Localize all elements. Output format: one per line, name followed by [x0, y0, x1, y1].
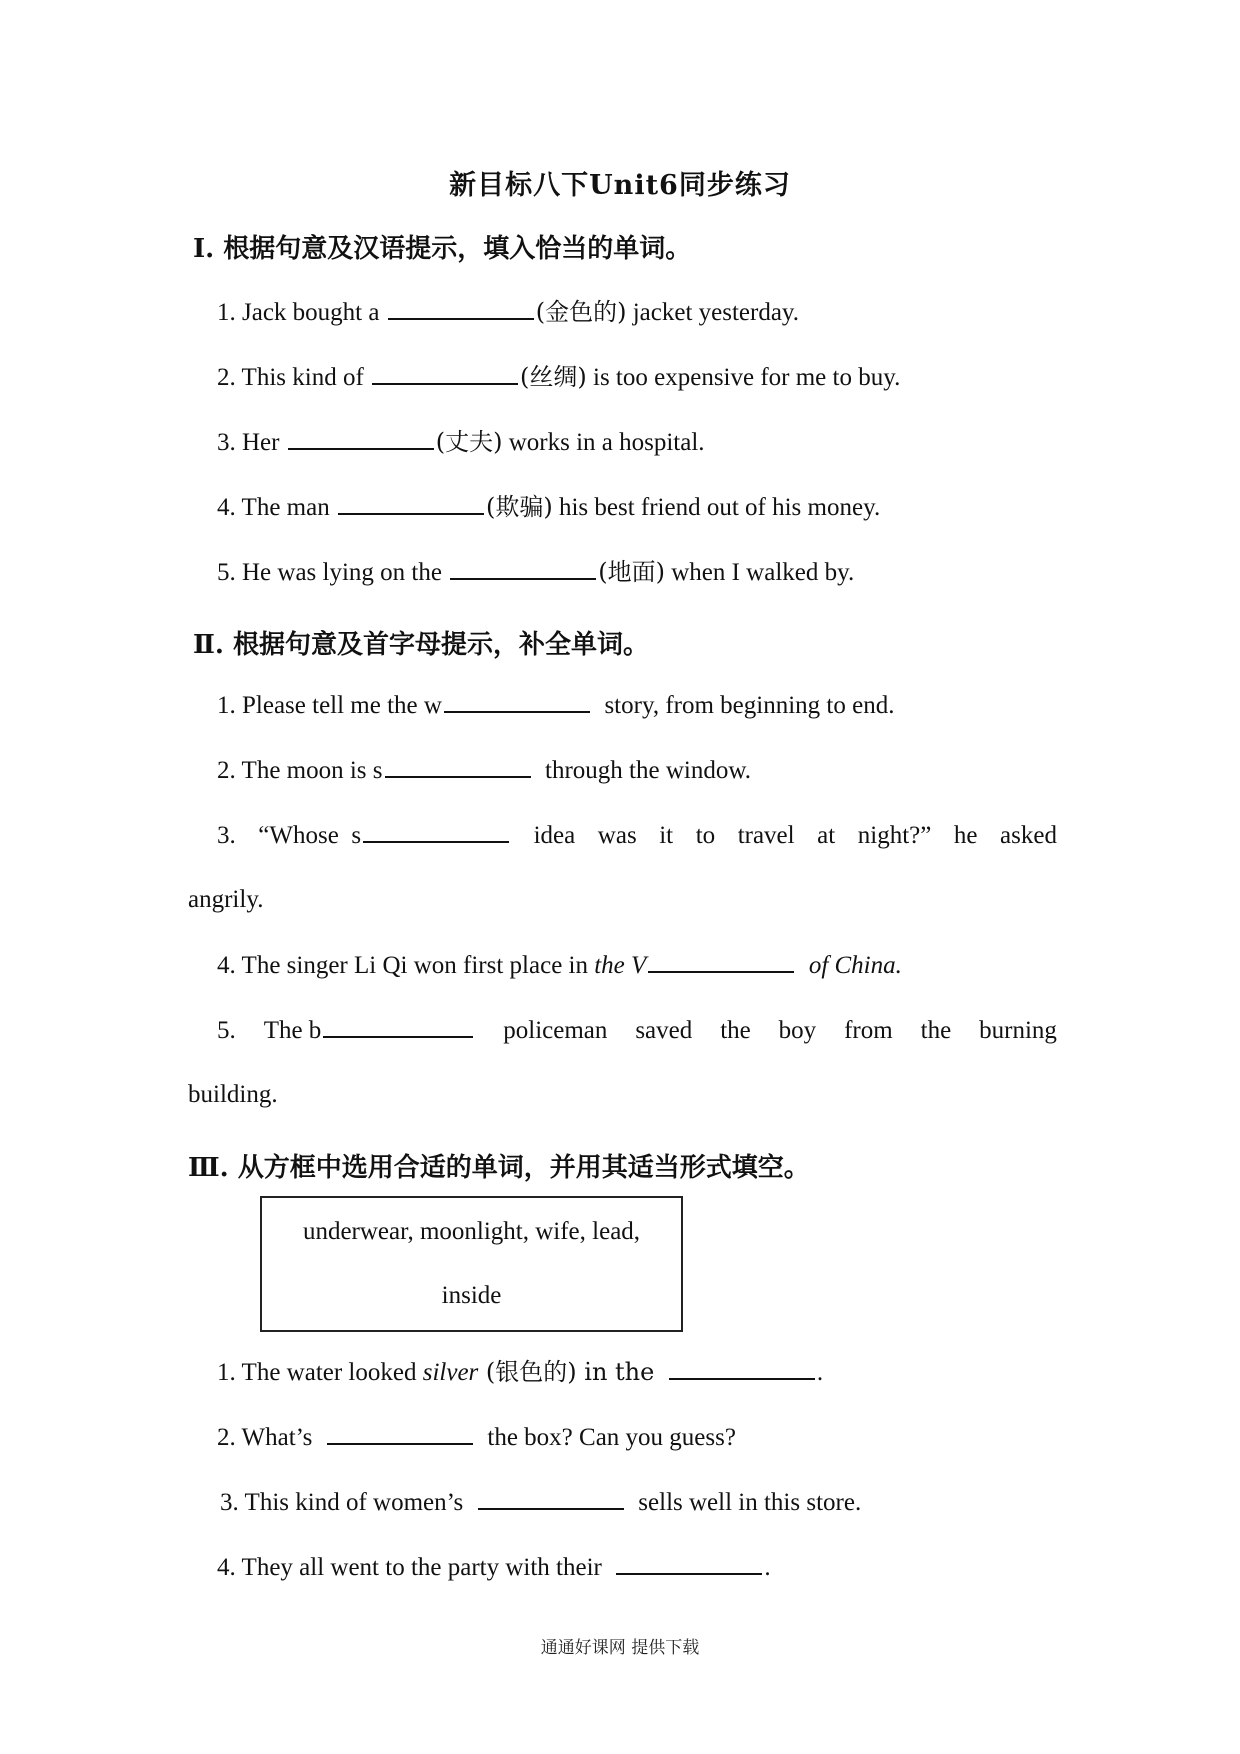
answer-blank[interactable] — [478, 1486, 624, 1510]
section-3-heading: Ⅲ. 从方框中选用合适的单词，并用其适当形式填空。 — [188, 1153, 810, 1183]
word-box-line-1: underwear, moonlight, wife, lead, — [302, 1218, 641, 1245]
s3-question-3: 3. This kind of women’s sells well in this store. — [220, 1486, 861, 1519]
s1-question-3: 3. Her (丈夫) works in a hospital. — [217, 428, 705, 456]
answer-blank[interactable] — [444, 689, 590, 713]
s3-question-1: 1. The water looked silver (银色的) in the . — [217, 1358, 824, 1386]
section-2-heading: Ⅱ. 根据句意及首字母提示，补全单词。 — [193, 630, 650, 660]
answer-blank[interactable] — [327, 1421, 473, 1445]
answer-blank[interactable] — [388, 296, 534, 320]
section-1-heading: Ⅰ. 根据句意及汉语提示，填入恰当的单词。 — [193, 234, 692, 264]
s2-question-3: 3. “Whose s idea was it to travel at night?” he asked — [217, 819, 1057, 852]
answer-blank[interactable] — [363, 819, 509, 843]
answer-blank[interactable] — [450, 556, 596, 580]
answer-blank[interactable] — [648, 949, 794, 973]
s2-question-3-continuation: angrily. — [188, 886, 264, 913]
s2-question-2: 2. The moon is s through the window. — [217, 754, 751, 787]
answer-blank[interactable] — [338, 491, 484, 515]
s1-question-1: 1. Jack bought a (金色的) jacket yesterday. — [217, 298, 800, 326]
s2-question-1: 1. Please tell me the w story, from beginning to end. — [217, 689, 894, 722]
s2-question-4: 4. The singer Li Qi won first place in the V of China. — [217, 949, 902, 982]
footer: 通通好课网 提供下载 — [540, 1638, 700, 1658]
answer-blank[interactable] — [288, 426, 434, 450]
answer-blank[interactable] — [385, 754, 531, 778]
s3-question-2: 2. What’s the box? Can you guess? — [217, 1421, 736, 1454]
answer-blank[interactable] — [323, 1014, 473, 1038]
answer-blank[interactable] — [669, 1356, 815, 1380]
word-box-line-2: inside — [441, 1282, 502, 1309]
word-box — [260, 1196, 683, 1332]
s1-question-2: 2. This kind of (丝绸) is too expensive for me to buy. — [217, 363, 901, 391]
s2-question-5-continuation: building. — [188, 1081, 278, 1108]
s2-question-5: 5. The b policeman saved the boy from the burning — [217, 1014, 1057, 1047]
s3-question-4: 4. They all went to the party with their . — [217, 1551, 771, 1584]
answer-blank[interactable] — [372, 361, 518, 385]
s1-question-5: 5. He was lying on the (地面) when I walked by. — [217, 558, 855, 586]
answer-blank[interactable] — [616, 1551, 762, 1575]
s1-question-4: 4. The man (欺骗) his best friend out of his money. — [217, 493, 881, 521]
page-title: 新目标八下Unit6同步练习 — [449, 170, 791, 201]
